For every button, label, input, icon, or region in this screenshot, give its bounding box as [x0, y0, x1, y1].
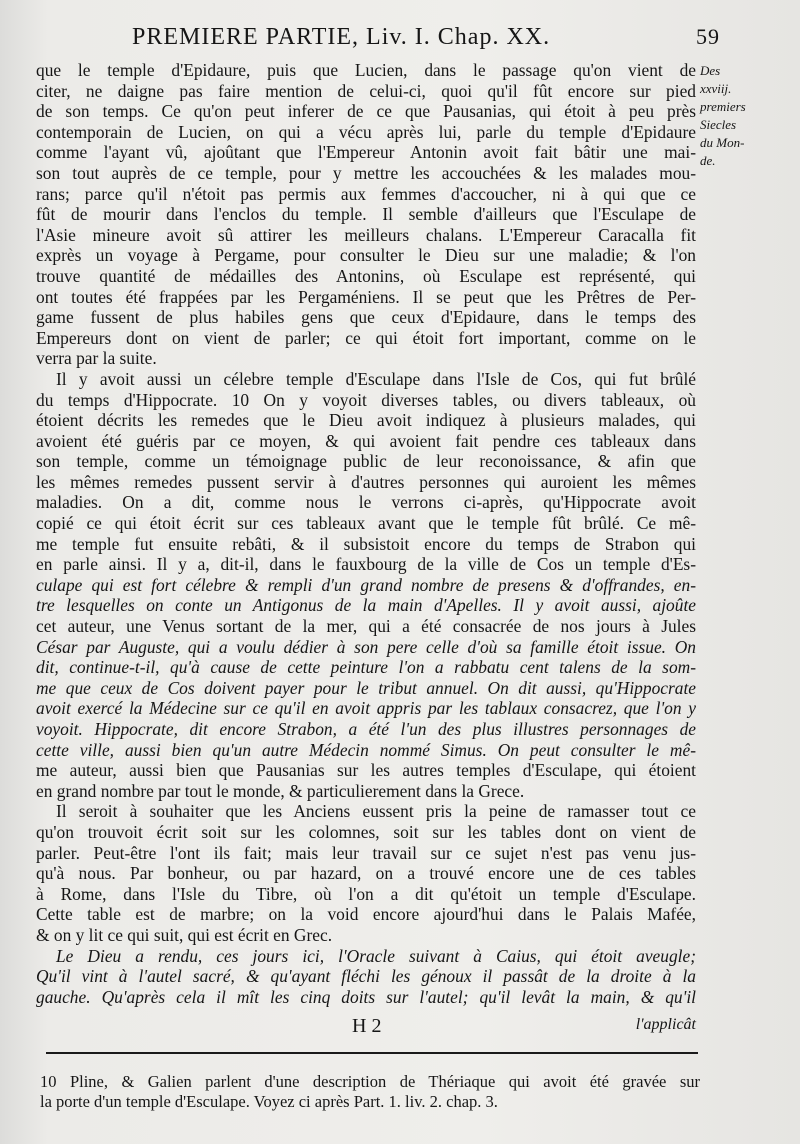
text-line: de son temps. Ce qu'on peut inferer de ce que Pausanias, qui étoit à peu près	[36, 101, 696, 122]
footnote-rule	[46, 1052, 698, 1054]
text-line: contemporain de Lucien, on qui a vécu après lui, parle du temple d'Epidaure	[36, 121, 696, 142]
text-line: me auteur, aussi bien que Pausanias sur les autres temples d'Esculape, qui étoient	[36, 760, 696, 781]
text-line: étoient décrits les remedes que le Dieu avoit indiquez à plusieurs malades, qui	[36, 410, 696, 431]
text-line: fût de mourir dans l'enclos du temple. Il semble d'ailleurs que l'Esculape de	[36, 204, 696, 225]
text-line: que le temple d'Epidaure, puis que Lucien, dans le passage qu'on vient de	[36, 60, 696, 80]
catchword: l'applicât	[635, 1016, 696, 1033]
text-line: avoient été guéris par ce moyen, & qui avoient fait pendre ces tableaux dans	[36, 430, 696, 451]
margin-note-line: premiers	[700, 99, 746, 114]
text-line: son temple, comme un témoignage public de leur reconoissance, & afin que	[36, 451, 696, 472]
text-line: culape qui est fort célebre & rempli d'un grand nombre de presens & d'offrandes, en-	[36, 574, 696, 595]
margin-note-line: Des	[700, 63, 721, 78]
text-line: cette ville, aussi bien qu'un autre Médecin nommé Simus. On peut consulter le mê-	[36, 739, 696, 760]
text-line: qu'à nous. Par bonheur, ou par hazard, on a trouvé encore une de ces tables	[36, 863, 696, 884]
text-line: l'Asie mineure avoit sû attirer les meilleurs chalans. L'Empereur Caracalla fit	[36, 224, 696, 245]
text-line: César par Auguste, qui a voulu dédier à son pere celle d'où sa famille étoit issue. On	[36, 636, 696, 657]
signature-mark: H 2	[352, 1015, 382, 1037]
footnote	[40, 1072, 700, 1112]
text-line: voyoit. Hippocrate, dit encore Strabon, a été l'un des plus illustres personnages de	[36, 719, 696, 739]
text-line: exprès un voyage à Pergame, pour consulter le Dieu sur une maladie; & l'on	[36, 245, 696, 266]
text-line: Qu'il vint à l'autel sacré, & qu'ayant fléchi les génoux il passât de la droite à la	[36, 966, 696, 987]
text-line: Empereurs dont on vient de parler; ce qui étoit fort important, comme on le	[36, 327, 696, 348]
footnote-line: la porte d'un temple d'Esculape. Voyez ci après Part. 1. liv. 2. chap. 3.	[40, 1092, 498, 1111]
margin-note	[700, 62, 796, 170]
text-line: Cette table est de marbre; on la void encore ajourd'hui dans le Palais Mafée,	[36, 904, 696, 925]
text-line: dit, continue-t-il, qu'à cause de cette peinture l'on a rabbatu cent talens de la som-	[36, 657, 696, 678]
margin-note-line: de.	[700, 153, 716, 168]
text-line: verra par la suite.	[36, 348, 157, 369]
text-line: à Rome, dans l'Isle du Tibre, où l'on a dit qu'étoit un temple d'Esculape.	[36, 883, 696, 904]
text-line: rans; parce qu'il n'étoit pas permis aux femmes d'accoucher, ni à qui que ce	[36, 183, 696, 204]
text-line: Il seroit à souhaiter que les Anciens eussent pris la peine de ramasser tout ce	[56, 801, 696, 822]
text-line: Il y avoit aussi un célebre temple d'Esculape dans l'Isle de Cos, qui fut brûlé	[56, 368, 696, 389]
text-line: comme l'ayant vû, ajoûtant que l'Empereur Antonin avoit fait bâtir une mai-	[36, 142, 696, 163]
text-line: cet auteur, une Venus sortant de la mer, qui a été consacrée de nos jours à Jules	[36, 616, 696, 637]
footnote-line: 10 Pline, & Galien parlent d'une description de Thériaque qui avoit été gravée sur	[40, 1072, 700, 1091]
text-line: citer, ne daigne pas faire mention de celui-ci, quoi qu'il fût encore sur pied	[36, 80, 696, 101]
main-text	[36, 60, 696, 1007]
text-line: qu'on trouvoit écrit soit sur les colomnes, soit sur les tables dont on vient de	[36, 821, 696, 842]
text-line: & on y lit ce qui suit, qui est écrit en Grec.	[36, 924, 333, 945]
text-line: tre lesquelles on conte un Antigonus de la main d'Apelles. Il y avoit aussi, ajoûte	[36, 595, 696, 616]
text-line: me que ceux de Cos doivent payer pour le tribut annuel. On dit aussi, qu'Hippocrate	[36, 677, 696, 698]
text-line: me temple fut ensuite rebâti, & il subsistoit encore du temps de Strabon qui	[36, 533, 696, 554]
text-line: maladies. On a dit, comme nous le verrons ci-après, qu'Hippocrate avoit	[36, 492, 696, 513]
margin-note-line: du Mon-	[700, 135, 745, 150]
text-line: trouve quantité de médailles des Antonins, où Esculape est représenté, qui	[36, 265, 696, 286]
running-head-title: PREMIERE PARTIE, Liv. I. Chap. XX.	[132, 24, 551, 50]
text-line: ont toutes été frappées par les Pergaméniens. Il se peut que les Prêtres de Per-	[36, 286, 696, 307]
text-line: game fussent de plus habiles gens que ceux d'Epidaure, dans le temps des	[36, 307, 696, 328]
margin-note-line: Siecles	[700, 117, 737, 132]
running-head	[132, 24, 720, 54]
margin-note-line: xxviij.	[700, 81, 732, 96]
text-line: du temps d'Hippocrate. 10 On y voyoit diverses tables, ou divers tableaux, où	[36, 389, 696, 410]
text-line: gauche. Qu'après cela il mît les cinq doits sur l'autel; qu'il levât la main, & qu'il	[36, 986, 696, 1007]
text-line: les mêmes remedes pussent servir à d'autres personnes qui auroient les mêmes	[36, 471, 696, 492]
text-line: avoit exercé la Médecine sur ce qu'il en avoit appris par les tablaux consacrez, que l'on y	[36, 698, 696, 719]
text-line: copié ce qui étoit écrit sur ces tableaux avant que le temple fût brûlé. Ce mê-	[36, 513, 696, 534]
page-number: 59	[696, 24, 720, 49]
text-line: son tout auprès de ce temple, pour y mettre les accouchées & les malades mou-	[36, 162, 696, 183]
text-line: en parle ainsi. Il y a, dit-il, dans le fauxbourg de la ville de Cos un temple d'Es-	[36, 554, 696, 575]
text-line: Le Dieu a rendu, ces jours ici, l'Oracle suivant à Caius, qui étoit aveugle;	[56, 945, 696, 966]
text-line: en grand nombre par tout le monde, & particulierement dans la Grece.	[36, 780, 525, 801]
text-line: parler. Peut-être l'ont ils fait; mais leur travail sur ce sujet n'est pas venu jus-	[36, 842, 696, 863]
